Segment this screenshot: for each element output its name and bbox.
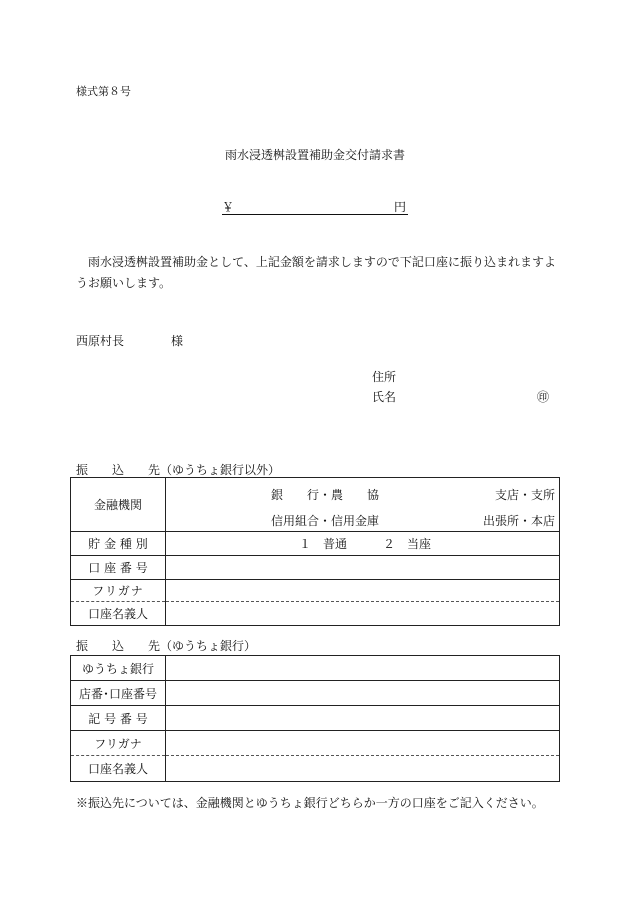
document-title: 雨水浸透桝設置補助金交付請求書 xyxy=(224,148,405,162)
amount-field[interactable] xyxy=(222,198,408,215)
section1-caption: 振 込 先（ゆうちょ銀行以外） xyxy=(76,463,281,477)
account-holder-field[interactable] xyxy=(166,602,560,626)
branch-options-line2: 出張所・本店 xyxy=(482,514,555,528)
name-label: 氏名 xyxy=(372,390,397,404)
branch-account-label: 店番･口座番号 xyxy=(71,681,166,706)
yucho-furigana-field[interactable] xyxy=(166,731,560,756)
account-type-field[interactable] xyxy=(166,532,560,556)
yucho-transfer-table xyxy=(70,655,560,782)
yen-symbol: ￥ xyxy=(222,200,235,214)
account-type-options: １ 普通 ２ 当座 xyxy=(299,537,432,551)
bank-options-line2: 信用組合・信用金庫 xyxy=(271,514,380,528)
yucho-bank-label: ゆうちょ銀行 xyxy=(71,656,166,681)
symbol-number-field[interactable] xyxy=(166,706,560,731)
furigana-field[interactable] xyxy=(166,580,560,602)
branch-account-field[interactable] xyxy=(166,681,560,706)
furigana-label: フリガナ xyxy=(71,580,166,602)
address-label: 住所 xyxy=(372,370,397,384)
seal-mark: ㊞ xyxy=(537,390,550,404)
yucho-account-holder-field[interactable] xyxy=(166,756,560,782)
account-number-field[interactable] xyxy=(166,556,560,580)
bank-transfer-table xyxy=(70,477,560,626)
account-holder-label: 口座名義人 xyxy=(71,602,166,626)
symbol-number-label: 記 号 番 号 xyxy=(71,706,166,731)
section2-caption: 振 込 先（ゆうちょ銀行） xyxy=(76,639,257,653)
en-unit: 円 xyxy=(393,200,406,214)
recipient-name: 西原村長 xyxy=(76,334,125,348)
bank-options-line1: 銀 行・農 協 xyxy=(271,488,380,502)
bank-name-field[interactable] xyxy=(166,478,560,532)
footnote: ※振込先については、金融機関とゆうちょ銀行どちらか一方の口座をご記入ください。 xyxy=(76,796,544,810)
yucho-furigana-label: フリガナ xyxy=(71,731,166,756)
account-number-label: 口 座 番 号 xyxy=(71,556,166,580)
request-text: 雨水浸透桝設置補助金として、上記金額を請求しますので下記口座に振り込まれますようお願いします。 xyxy=(76,255,556,290)
recipient-honorific: 様 xyxy=(171,334,184,348)
yucho-account-holder-label: 口座名義人 xyxy=(71,756,166,782)
yucho-bank-field[interactable] xyxy=(166,656,560,681)
account-type-label: 貯 金 種 別 xyxy=(71,532,166,556)
bank-label: 金融機関 xyxy=(71,478,166,532)
branch-options-line1: 支店・支所 xyxy=(494,488,555,502)
form-number: 様式第８号 xyxy=(76,85,131,98)
